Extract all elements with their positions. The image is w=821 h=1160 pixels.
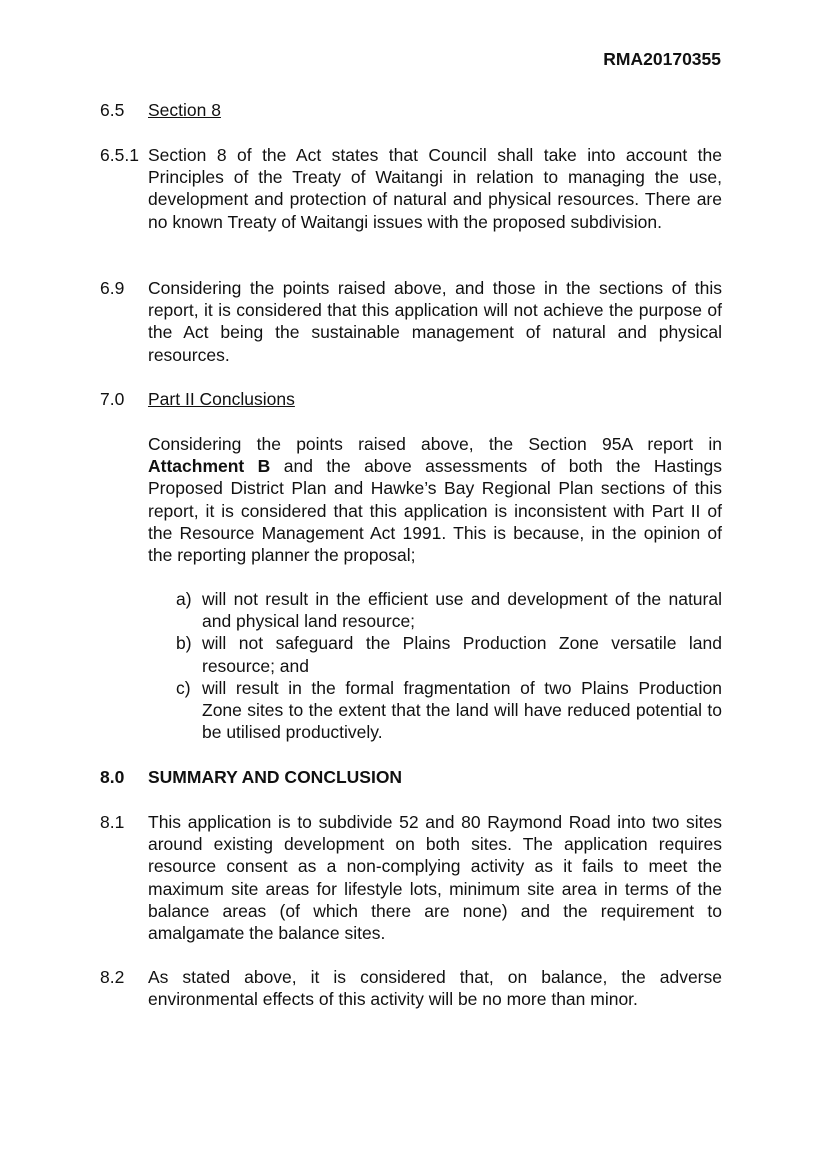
list-item xyxy=(176,677,722,744)
attachment-reference: Attachment B xyxy=(148,456,271,477)
section-number: 6.5 xyxy=(100,100,125,120)
list-item-text: will result in the formal fragmentation of two Plains Production Zone sites to the extent that the land will have reduced potential to be utilised productively. xyxy=(202,677,722,743)
list-item-label: a) xyxy=(176,589,192,609)
paragraph-number: 8.2 xyxy=(100,967,125,987)
list-item xyxy=(176,588,722,632)
list-item xyxy=(176,632,722,676)
list-item-text: will not safeguard the Plains Production Zone versatile land resource; and xyxy=(202,633,722,676)
paragraph-text: This application is to subdivide 52 and 80 Raymond Road into two sites around existing development on both sites. The application requires resource consent as a non-complying activity as it fails to meet the maximum site areas for lifestyle lots, minimum site area in terms of the balance areas (of which there are none) and the requirement to amalgamate the balance sites. xyxy=(148,812,722,944)
list-item-label: c) xyxy=(176,677,191,698)
section-title: SUMMARY AND CONCLUSION xyxy=(148,767,403,787)
document-reference: RMA20170355 xyxy=(603,49,721,69)
list-item-text: will not result in the efficient use and development of the natural and physical land resource; xyxy=(202,589,722,632)
section-number: 8.0 xyxy=(100,767,125,787)
paragraph-text: Section 8 of the Act states that Council shall take into account the Principles of the Treaty of Waitangi in relation to managing the use, development and protection of natural and physical resources. There are no known Treaty of Waitangi issues with the proposed subdivision. xyxy=(148,145,722,232)
section-title: Section 8 xyxy=(148,100,221,120)
paragraph-number: 6.5.1 xyxy=(100,145,139,165)
paragraph-text: Considering the points raised above, the Section 95A report in Attachment B and the above assessments of both the Hastings Proposed District Plan and Hawke’s Bay Regional Plan sections of this report, it is considered that this application is inconsistent with Part II of the Resource Management Act 1991. This is because, in the opinion of the reporting planner the proposal; xyxy=(148,434,722,566)
section-title: Part II Conclusions xyxy=(148,389,295,409)
list-item-label: b) xyxy=(176,633,192,654)
paragraph-number: 8.1 xyxy=(100,812,125,832)
paragraph-text: As stated above, it is considered that, on balance, the adverse environmental effects of this activity will be no more than minor. xyxy=(148,967,722,1010)
section-number: 7.0 xyxy=(100,389,125,409)
paragraph-number: 6.9 xyxy=(100,278,125,298)
paragraph-text: Considering the points raised above, and those in the sections of this report, it is considered that this application will not achieve the purpose of the Act being the sustainable management of natural and physical resources. xyxy=(148,278,722,365)
